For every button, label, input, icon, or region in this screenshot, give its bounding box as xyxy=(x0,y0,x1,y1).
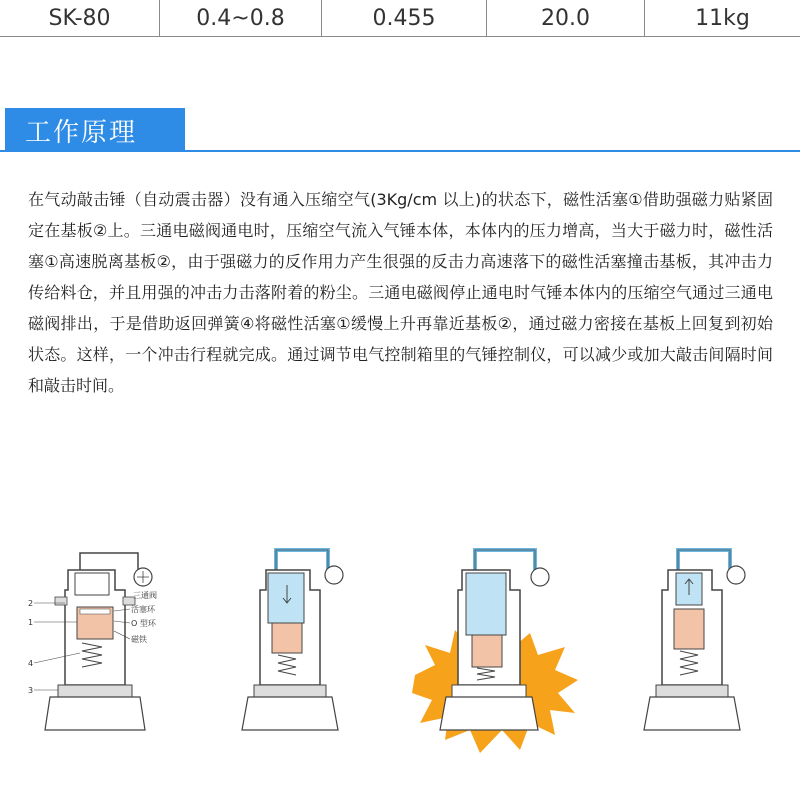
label-3: 3 xyxy=(28,686,34,695)
base-plate xyxy=(58,685,132,697)
magnetic-piston xyxy=(272,623,302,653)
mount-flange xyxy=(45,697,145,730)
mount-flange xyxy=(440,697,538,730)
valve-icon xyxy=(325,566,343,584)
label-magnet: 磁铁 xyxy=(131,635,147,644)
spec-cell-force: 20.0 xyxy=(487,0,645,36)
diagram-initial-state xyxy=(20,525,200,755)
air-chamber xyxy=(268,573,304,623)
label-2: 2 xyxy=(28,599,34,608)
spec-cell-value: 0.455 xyxy=(322,0,487,36)
section-title: 工作原理 xyxy=(5,108,185,152)
air-chamber xyxy=(466,573,506,635)
base-plate xyxy=(254,685,326,697)
section-heading xyxy=(0,108,800,152)
spec-cell-pressure: 0.4~0.8 xyxy=(160,0,322,36)
mount-flange xyxy=(644,697,740,730)
label-valve: 三通阀 xyxy=(133,591,157,600)
mount-flange xyxy=(242,697,338,730)
base-plate xyxy=(656,685,728,697)
valve-icon xyxy=(531,568,549,586)
diagram-return xyxy=(630,525,770,755)
spec-cell-model: SK-80 xyxy=(0,0,160,36)
diagram-impact xyxy=(410,525,580,760)
magnetic-piston xyxy=(472,635,502,667)
label-4: 4 xyxy=(28,659,34,668)
spec-table-row xyxy=(0,0,800,37)
spec-cell-weight: 11kg xyxy=(695,5,750,31)
label-piston-ring: 活塞环 xyxy=(131,605,155,614)
diagram-air-inflow xyxy=(228,525,368,755)
valve-icon xyxy=(727,566,745,584)
magnetic-piston xyxy=(674,609,704,649)
base-plate xyxy=(452,685,526,697)
working-principle-text: 在气动敲击锤（自动震击器）没有通入压缩空气(3Kg/cm 以上)的状态下，磁性活塞①借助强磁力贴紧固定在基板②上。三通电磁阀通电时，压缩空气流入气锤本体，本体内的压力增高，当大于磁力时，磁性活塞①高速脱离基板②，由于强磁力的反作用力产生很强的反击力高速落下的磁性活塞撞击基板，其冲击力传给料仓，并且用强的冲击力击落附着的粉尘。三通电磁阀停止通电时气锤本体内的压缩空气通过三通电磁阀排出，于是借助返回弹簧④将磁性活塞①缓慢上升再靠近基板②，通过磁力密接在基板上回复到初始状态。这样，一个冲击行程就完成。通过调节电气控制箱里的气锤控制仪，可以减少或加大敲击间隔时间和敲击时间。 xyxy=(28,190,773,395)
label-o-ring: O 型环 xyxy=(131,619,156,628)
label-1: 1 xyxy=(28,618,34,627)
